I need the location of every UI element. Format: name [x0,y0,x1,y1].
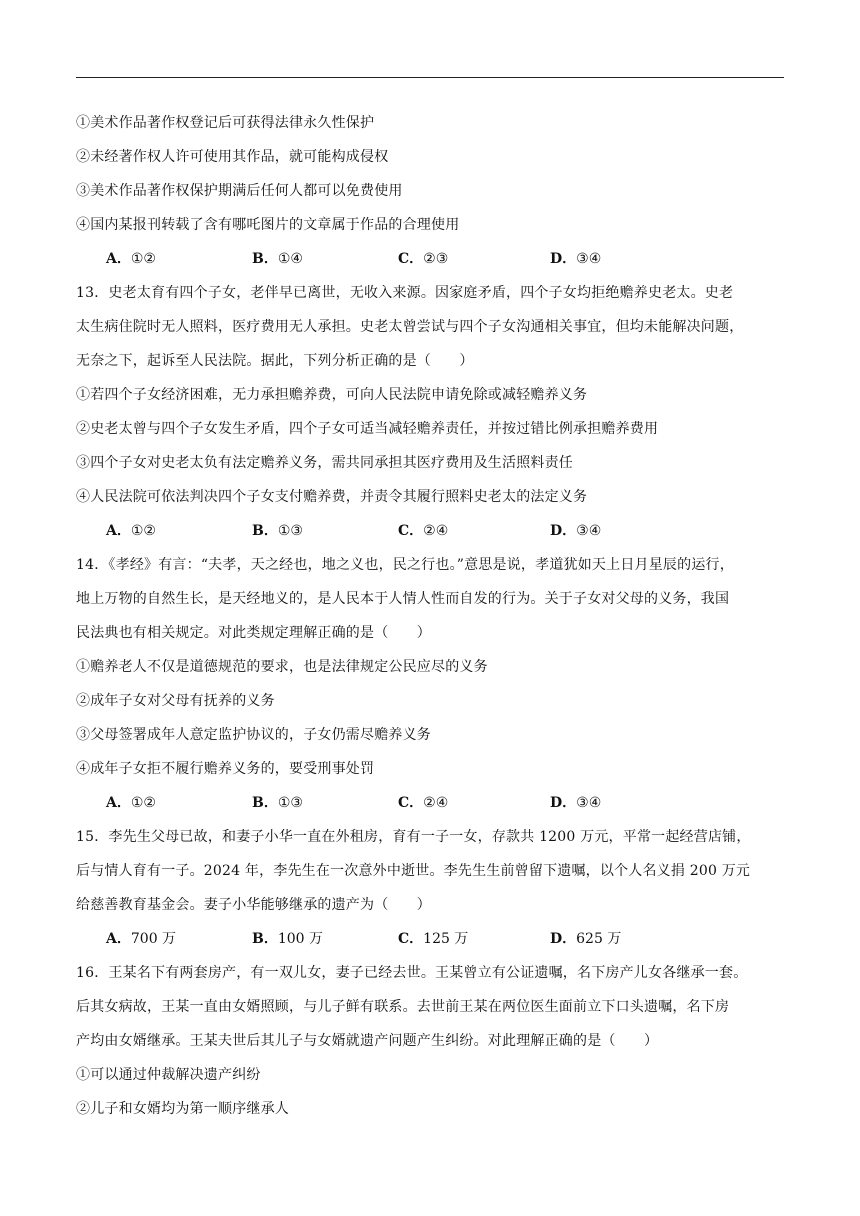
question-text: 16．王某名下有两套房产，有一双儿女，妻子已经去世。王某曾立有公证遗嘱，名下房产儿女各继承一套。 [76,965,748,981]
answer-options [76,786,784,820]
option-c: C．②③ [398,251,449,267]
question-text: 13．史老太育有四个子女，老伴早已离世，无收入来源。因家庭矛盾，四个子女均拒绝赡养史老太。史老 [76,285,734,301]
question-text: 14．《孝经》有言：“夫孝，天之经也，地之义也，民之行也。”意思是说，孝道犹如天上日月星辰的运行， [76,557,734,573]
statement: ③美术作品著作权保护期满后任何人都可以免费使用 [76,183,403,199]
question-text: 给慈善教育基金会。妻子小华能够继承的遗产为（ ） [76,897,431,913]
statement: ④成年子女拒不履行赡养义务的，要受刑事处罚 [76,761,375,777]
question-text: 民法典也有相关规定。对此类规定理解正确的是（ ） [76,625,431,641]
statement: ③四个子女对史老太负有法定赡养义务，需共同承担其医疗费用及生活照料责任 [76,455,573,471]
statement: ①可以通过仲裁解决遗产纠纷 [76,1067,261,1083]
question-16 [76,956,784,1126]
question-text: 太生病住院时无人照料，医疗费用无人承担。史老太曾尝试与四个子女沟通相关事宜，但均未能解决问题， [76,319,744,335]
statement: ④国内某报刊转载了含有哪吒图片的文章属于作品的合理使用 [76,217,460,233]
question-text: 15．李先生父母已故，和妻子小华一直在外租房，育有一子一女，存款共 1200 万元，平常一起经营店铺， [76,829,751,845]
answer-options [76,242,784,276]
statement: ④人民法院可依法判决四个子女支付赡养费，并责令其履行照料史老太的法定义务 [76,489,588,505]
statement: ①美术作品著作权登记后可获得法律永久性保护 [76,115,375,131]
question-text: 后其女病故，王某一直由女婿照顾，与儿子鲜有联系。去世前王某在两位医生面前立下口头遗嘱，名下房 [76,999,730,1015]
option-a: A．700 万 [106,931,177,947]
option-d: D．③④ [550,251,602,267]
statement: ②儿子和女婿均为第一顺序继承人 [76,1101,289,1117]
option-b: B．①④ [252,251,303,267]
statement: ②未经著作权人许可使用其作品，就可能构成侵权 [76,149,389,165]
option-a: A．①② [106,795,156,811]
question-text: 后与情人育有一子。2024 年，李先生在一次意外中逝世。李先生生前曾留下遗嘱，以个人名义捐 200 万元 [76,863,751,879]
question-text: 地上万物的自然生长，是天经地义的，是人民本于人情人性而自发的行为。关于子女对父母的义务，我国 [76,591,730,607]
option-b: B．100 万 [252,931,324,947]
option-c: C．②④ [398,795,449,811]
question-text: 无奈之下，起诉至人民法院。据此，下列分析正确的是（ ） [76,353,474,369]
option-d: D．③④ [550,523,602,539]
question-13 [76,276,784,548]
option-b: B．①③ [252,523,303,539]
question-text: 产均由女婿继承。王某夫世后其儿子与女婿就遗产问题产生纠纷。对此理解正确的是（ ） [76,1033,659,1049]
answer-options [76,922,784,956]
option-d: D．625 万 [550,931,622,947]
question-14 [76,548,784,820]
answer-options [76,514,784,548]
header-rule [76,77,784,78]
question-12 [76,106,784,276]
statement: ①若四个子女经济困难，无力承担赡养费，可向人民法院申请免除或减轻赡养义务 [76,387,588,403]
statement: ②史老太曾与四个子女发生矛盾，四个子女可适当减轻赡养责任，并按过错比例承担赡养费用 [76,421,659,437]
statement: ②成年子女对父母有抚养的义务 [76,693,275,709]
question-15 [76,820,784,956]
statement: ①赡养老人不仅是道德规范的要求，也是法律规定公民应尽的义务 [76,659,488,675]
option-a: A．①② [106,523,156,539]
option-a: A．①② [106,251,156,267]
question-content [76,106,784,1126]
option-b: B．①③ [252,795,303,811]
option-d: D．③④ [550,795,602,811]
statement: ③父母签署成年人意定监护协议的，子女仍需尽赡养义务 [76,727,431,743]
option-c: C．②④ [398,523,449,539]
option-c: C．125 万 [398,931,469,947]
